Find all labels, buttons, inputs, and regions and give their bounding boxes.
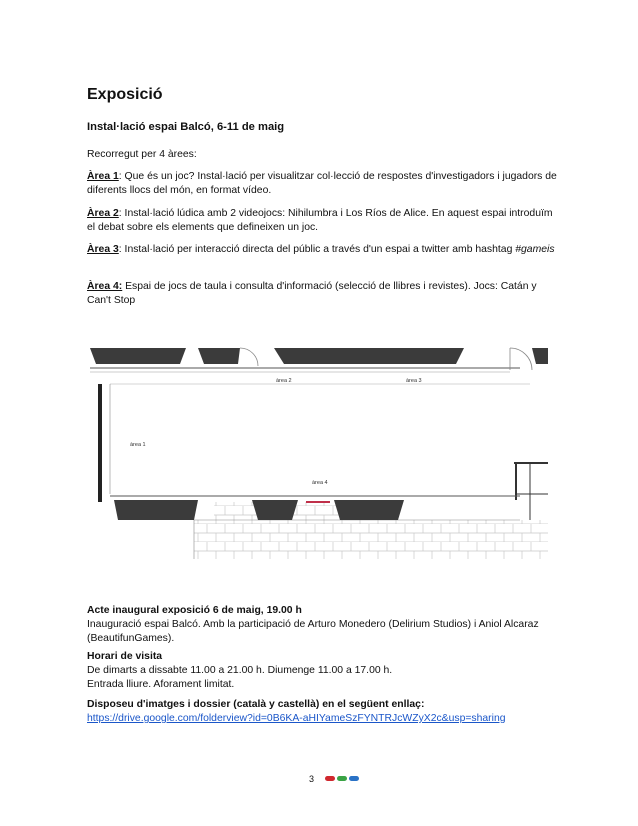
area-2-plan-label: àrea 2 xyxy=(276,378,292,384)
area-3-text: Instal·lació per interacció directa del públic a través d'un espai a twitter amb hashtag xyxy=(121,244,516,255)
door-arc-1 xyxy=(240,348,258,366)
window-bar-5 xyxy=(114,500,198,520)
hours-section xyxy=(87,650,557,692)
area-3-sep: : xyxy=(118,244,122,255)
hours-heading: Horari de visita xyxy=(87,651,163,662)
door-arc-2 xyxy=(510,348,532,370)
intro-text: Recorregut per 4 àrees: xyxy=(87,149,197,160)
window-bar-6 xyxy=(252,500,298,520)
area-4-label: Àrea 4: xyxy=(87,281,123,292)
inaugural-heading: Acte inaugural exposició 6 de maig, 19.00 h xyxy=(87,605,302,616)
hours-line-1: De dimarts a dissabte 11.00 a 21.00 h. Diumenge 11.00 a 17.00 h. xyxy=(87,665,393,676)
area-4-plan-label: àrea 4 xyxy=(312,480,328,486)
window-bar-3 xyxy=(274,348,464,364)
footer-dot-blue xyxy=(349,776,359,781)
area-2-paragraph xyxy=(87,207,557,235)
area-4-text: Espai de jocs de taula i consulta d'informació (selecció de llibres i revistes). Jocs: Catán y Can't Stop xyxy=(87,281,537,306)
window-bar-4 xyxy=(532,348,548,364)
area-2-sep: : xyxy=(118,208,122,219)
area-3-paragraph xyxy=(87,243,557,257)
images-heading: Disposeu d'imatges i dossier (català y castellà) en el següent enllaç: xyxy=(87,699,425,710)
page-title: Exposició xyxy=(87,86,163,103)
area-3-label: Àrea 3 xyxy=(87,244,119,255)
area-2-label: Àrea 2 xyxy=(87,208,119,219)
area-4-paragraph xyxy=(87,280,557,308)
area-1-label: Àrea 1 xyxy=(87,171,119,182)
window-bar-1 xyxy=(90,348,186,364)
area-1-plan-label: àrea 1 xyxy=(130,442,146,448)
footer-dot-red xyxy=(325,776,335,781)
section-subtitle: Instal·lació espai Balcó, 6-11 de maig xyxy=(87,121,285,133)
inaugural-text: Inauguració espai Balcó. Amb la participació de Arturo Monedero (Delirium Studios) i Aniol Alcaraz (BeautifunGames). xyxy=(87,619,539,644)
images-section xyxy=(87,698,567,726)
footer-dot-green xyxy=(337,776,347,781)
area-3-plan-label: àrea 3 xyxy=(406,378,422,384)
area-1-sep: : xyxy=(118,171,122,182)
inaugural-section xyxy=(87,604,557,646)
area-1-text: Que és un joc? Instal·lació per visualitzar col·lecció de respostes d'investigadors i jugadors de diferents llocs del món, en format vídeo. xyxy=(87,171,557,196)
left-wall xyxy=(98,384,102,502)
area-2-text: Instal·lació lúdica amb 2 videojocs: Nihilumbra i Los Ríos de Alice. En aquest espai introduïm el debat sobre els elements que defineixen un joc. xyxy=(87,208,553,233)
right-partition xyxy=(514,462,548,464)
area-3-hashtag: #gameis xyxy=(515,244,555,255)
brick-floor xyxy=(194,520,548,559)
window-bar-2 xyxy=(198,348,240,364)
page-number: 3 xyxy=(309,774,315,784)
dossier-link[interactable]: https://drive.google.com/folderview?id=0B6KA-aHIYameSzFYNTRJcWZyX2c&usp=sharing xyxy=(87,713,506,724)
floor-plan-image xyxy=(90,344,548,559)
area-1-paragraph xyxy=(87,170,557,198)
window-bar-7 xyxy=(334,500,404,520)
hours-line-2: Entrada lliure. Aforament limitat. xyxy=(87,679,235,690)
